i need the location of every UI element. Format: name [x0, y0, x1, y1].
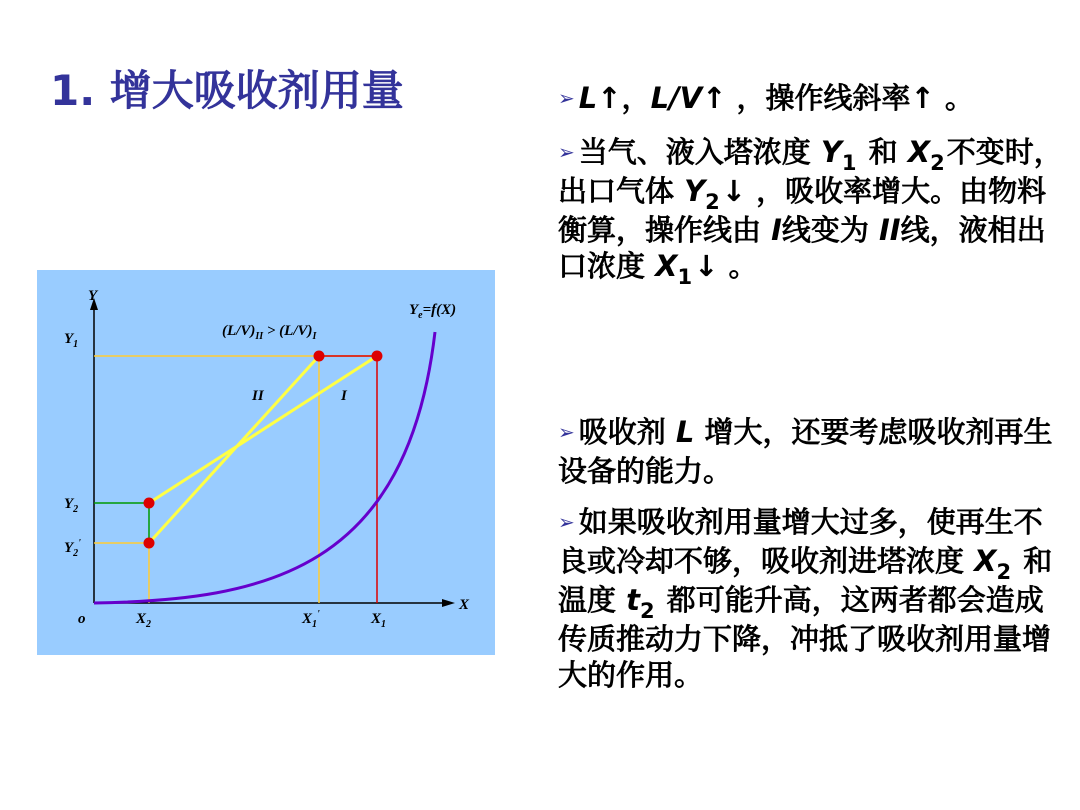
- line-I-label: I: [341, 388, 347, 404]
- operating-line-diagram: [37, 270, 495, 655]
- x-axis-label: X: [459, 597, 470, 613]
- equilibrium-curve: [94, 332, 435, 603]
- bullet-marker-icon: ➢: [558, 140, 575, 164]
- bullet-regeneration-capacity: ➢ 吸收剂 L 增大，还要考虑吸收剂再生设备的能力。: [558, 415, 1053, 488]
- operating-line-II: [149, 356, 319, 543]
- y-axis-label: Y: [88, 288, 98, 304]
- slide-title: 1. 增大吸收剂用量: [50, 66, 404, 115]
- slope-ratio-label: $(L/V)_{II} > (L/V)_I$: [222, 323, 317, 342]
- bullet-excess-absorbent: ➢ 如果吸收剂用量增大过多，使再生不良或冷却不够，吸收剂进塔浓度 $X_2$ 和温度 $t_2$ 都可能升高，这两者都会造成传质推动力下降，冲抵了吸收剂用量增大的作用。: [558, 505, 1053, 692]
- bullet-marker-icon: ➢: [558, 510, 575, 534]
- point-line-I-bottom: [144, 498, 155, 509]
- operating-line-I: [149, 356, 377, 503]
- bullet-slope-increase: ➢ L↑，L/V↑ ，操作线斜率↑ 。: [558, 81, 974, 115]
- origin-label: o: [78, 611, 86, 627]
- x2-label: $X_2$: [136, 611, 152, 630]
- bullet-marker-icon: ➢: [558, 420, 575, 444]
- x-axis-arrow: [442, 599, 455, 607]
- diagram-canvas: [37, 270, 495, 655]
- y1-label: $Y_1$: [64, 331, 79, 350]
- y2-label: $Y_2$: [64, 496, 79, 515]
- equilibrium-label: $Y_e=f(X)$: [409, 302, 457, 321]
- point-line-II-top: [314, 351, 325, 362]
- point-line-I-top: [372, 351, 383, 362]
- x1-label: $X_1$: [371, 611, 387, 630]
- point-line-II-bottom: [144, 538, 155, 549]
- y2-prime-label: $Y_2'$: [64, 538, 81, 559]
- line-II-label: II: [252, 388, 264, 404]
- x1-prime-label: $X_1'$: [302, 609, 320, 630]
- bullet-marker-icon: ➢: [558, 86, 575, 110]
- bullet-outlet-concentration: ➢ 当气、液入塔浓度 $Y_1$ 和 $X_2$不变时，出口气体 $Y_2↓$ ，吸收率增大。由物料衡算，操作线由 I线变为 II线，液相出口浓度 $X_1↓$ 。: [558, 135, 1063, 289]
